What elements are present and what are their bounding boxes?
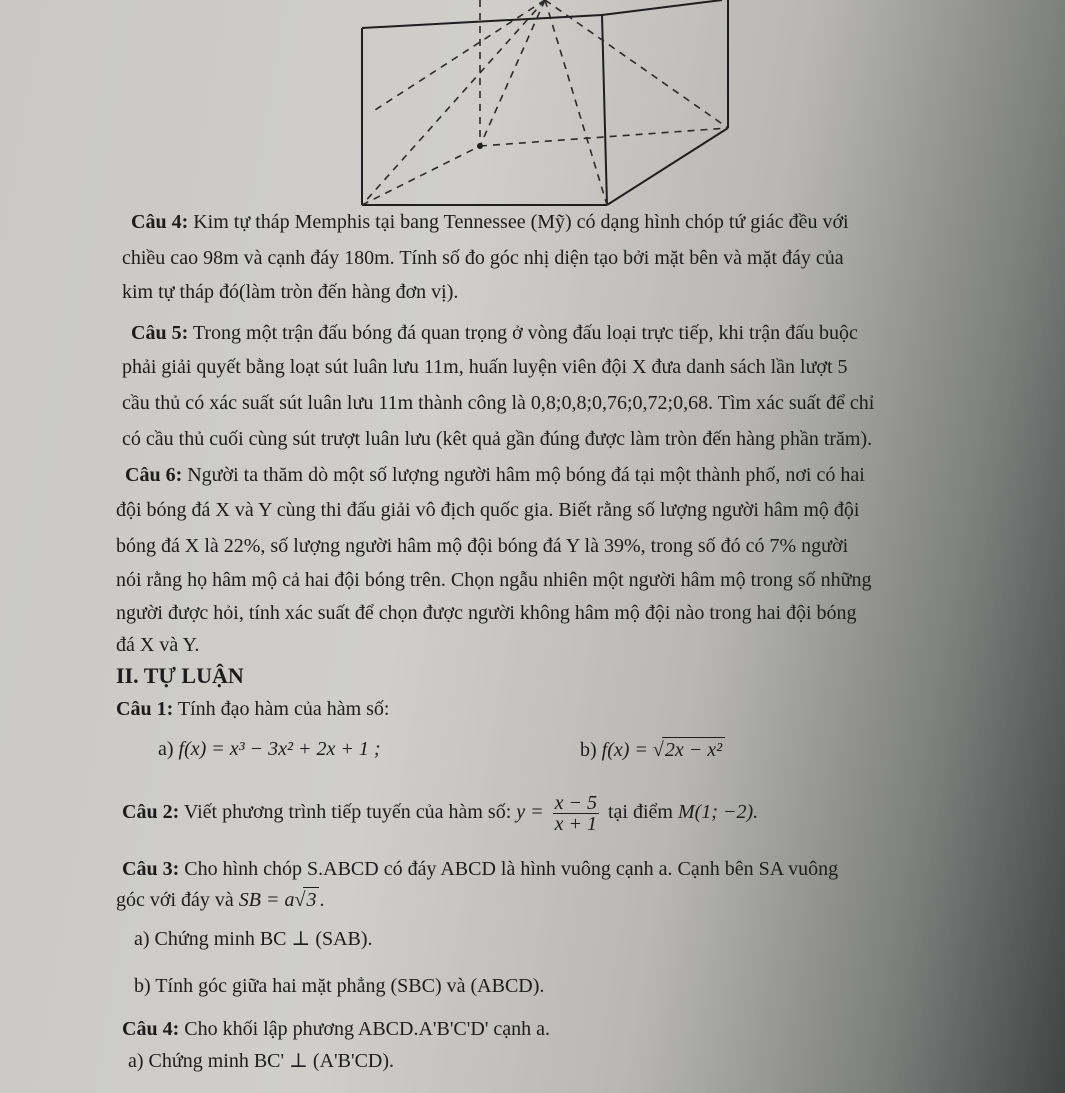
q5-text1: Trong một trận đấu bóng đá quan trọng ở vòng đấu loại trực tiếp, khi trận đấu buộc <box>192 322 858 344</box>
tl1-line <box>116 697 390 721</box>
q4-line2: chiều cao 98m và cạnh đáy 180m. Tính số đo góc nhị diện tạo bởi mặt bên và mặt đáy của <box>122 247 844 269</box>
edge-right-back-top <box>602 0 722 15</box>
base-center-point <box>477 143 483 149</box>
hidden-edge-2 <box>480 128 728 146</box>
tl2-line <box>122 790 758 834</box>
prism-diagram <box>0 0 1065 215</box>
q5-line2: phải giải quyết bằng loạt sút luân lưu 11m, huấn luyện viên đội X đưa danh sách lần lượt 5 <box>122 356 848 378</box>
tl1-b-label: b) <box>580 739 597 761</box>
q5-line3: cầu thủ có xác suất sút luân lưu 11m thành công là 0,8;0,8;0,76;0,72;0,68. Tìm xác suất để chỉ <box>122 392 875 414</box>
tl2-label: Câu 2: <box>122 801 180 823</box>
q6-line2: đội bóng đá X và Y cùng thi đấu giải vô địch quốc gia. Biết rằng số lượng người hâm mộ đội <box>116 499 860 521</box>
tl3-sqrt-symbol: √ <box>294 889 306 911</box>
tl2-numerator: x − 5 <box>554 791 597 814</box>
tl2-lhs: y = <box>516 801 544 823</box>
tl2-denominator: x + 1 <box>554 812 597 835</box>
tl1-b <box>580 737 725 762</box>
tl3-line2 <box>116 887 324 912</box>
tl3-line2-math: SB = a <box>238 889 295 911</box>
tl1-b-radicand: 2x − x² <box>662 737 725 762</box>
tl4-text: Cho khối lập phương ABCD.A'B'C'D' cạnh a. <box>184 1018 551 1040</box>
tl1-a-label: a) <box>158 738 174 760</box>
edge-top-front <box>362 15 602 28</box>
tl3-a: a) Chứng minh BC ⊥ (SAB). <box>134 928 373 950</box>
tl1-text: Tính đạo hàm của hàm số: <box>177 698 390 720</box>
apex-edge-3 <box>545 0 728 128</box>
q6-line6: đá X và Y. <box>116 634 200 656</box>
apex-edge-1 <box>362 0 545 205</box>
q6-label: Câu 6: <box>125 464 183 486</box>
q4-text1: Kim tự tháp Memphis tại bang Tennessee (Mỹ) có dạng hình chóp tứ giác đều với <box>193 211 849 233</box>
tl1-a <box>158 737 381 761</box>
tl3-line1 <box>122 857 838 881</box>
hidden-edge-1 <box>362 146 480 205</box>
q4-line3: kim tự tháp đó(làm tròn đến hàng đơn vị). <box>122 281 459 303</box>
tl3-label: Câu 3: <box>122 858 180 880</box>
tl1-label: Câu 1: <box>116 698 174 720</box>
q6-line5: người được hỏi, tính xác suất để chọn được người không hâm mộ đội nào trong hai đội bóng <box>116 602 857 624</box>
tl3-b: b) Tính góc giữa hai mặt phẳng (SBC) và (ABCD). <box>134 975 545 997</box>
tl1-b-lhs: f(x) = <box>601 739 648 761</box>
tl2-after: tại điểm <box>608 801 673 823</box>
tl1-a-expr: f(x) = x³ − 3x² + 2x + 1 ; <box>178 738 381 760</box>
tl2-point: M(1; −2). <box>677 801 759 823</box>
q4-label: Câu 4: <box>131 211 189 233</box>
tl2-fraction <box>553 793 599 834</box>
q5-label: Câu 5: <box>131 322 189 344</box>
tl1-b-sqrt-symbol: √ <box>652 739 664 761</box>
q6-line3: bóng đá X là 22%, số lượng người hâm mộ đội bóng đá Y là 39%, trong số đó có 7% người <box>116 535 849 557</box>
tl3-radicand: 3 <box>303 887 319 912</box>
section-heading: II. TỰ LUẬN <box>116 663 244 688</box>
tl3-line2-end: . <box>319 889 325 911</box>
tl4-a: a) Chứng minh BC' ⊥ (A'B'CD). <box>128 1050 395 1072</box>
tl3-text1: Cho hình chóp S.ABCD có đáy ABCD là hình vuông cạnh a. Cạnh bên SA vuông <box>184 858 839 880</box>
q6-line4: nói rằng họ hâm mộ cả hai đội bóng trên. Chọn ngẫu nhiên một người hâm mộ trong số những <box>116 569 872 591</box>
q6-text1: Người ta thăm dò một số lượng người hâm mộ bóng đá tại một thành phố, nơi có hai <box>187 464 865 486</box>
tl3-line2-pre: góc với đáy và <box>116 889 234 911</box>
edge-right-bottom <box>607 128 728 205</box>
q4-line1 <box>131 210 849 234</box>
edge-right-front <box>602 15 607 205</box>
tl2-text: Viết phương trình tiếp tuyến của hàm số: <box>183 801 512 823</box>
apex-edge-5 <box>375 0 545 110</box>
q6-line1 <box>125 463 865 487</box>
tl4-line <box>122 1017 550 1041</box>
tl4-label: Câu 4: <box>122 1018 180 1040</box>
q5-line1 <box>131 321 858 345</box>
q5-line4: có cầu thủ cuối cùng sút trượt luân lưu (kêt quả gần đúng được làm tròn đến hàng phần trăm). <box>122 428 873 450</box>
apex-edge-2 <box>545 0 607 205</box>
